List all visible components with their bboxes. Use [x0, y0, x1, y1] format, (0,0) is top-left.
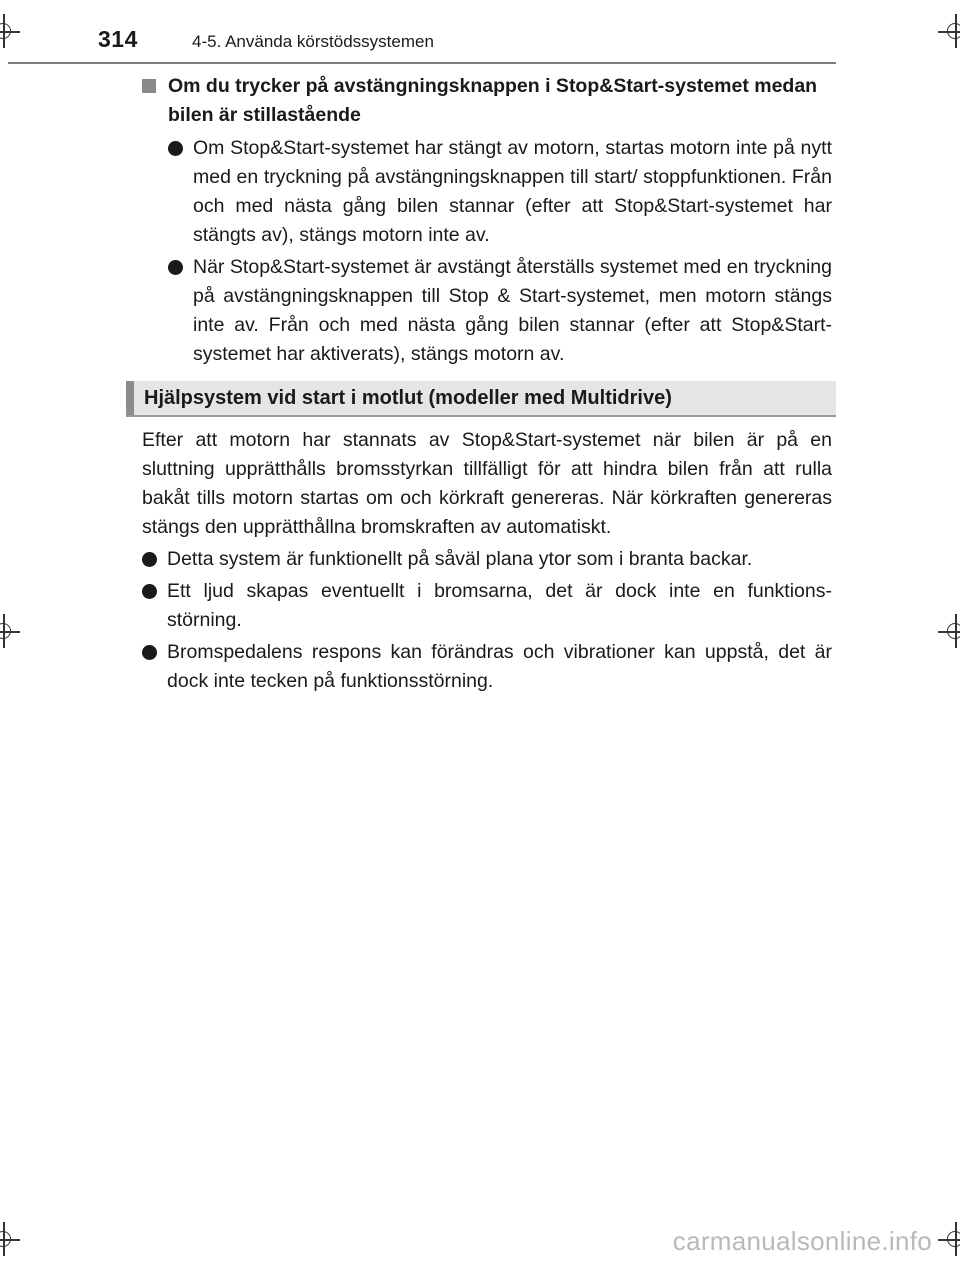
list-item-text: Detta system är funktionellt på såväl plana ytor som i branta backar. — [167, 548, 753, 570]
subsection-title — [142, 72, 832, 130]
crop-mark-bottom-left — [0, 1222, 22, 1258]
round-bullet-icon — [142, 584, 157, 599]
crop-mark-top-right — [938, 14, 960, 50]
list-item — [142, 638, 832, 696]
section-heading-text: Hjälpsystem vid start i motlut (modeller med Multidrive) — [144, 387, 672, 409]
list-item-text: Om Stop&Start-systemet har stängt av motorn, startas motorn inte på nytt med en tryckning på avstängningsknappen till start/ stoppfunktionen. Från och med nästa gång bilen stannar (efter att Stop&Start-systemet har stängts av), stängs motorn inte av. — [193, 137, 832, 246]
round-bullet-icon — [142, 552, 157, 567]
round-bullet-icon — [168, 141, 183, 156]
list-item-text: Ett ljud skapas eventuellt i bromsarna, det är dock inte en funktions- störning. — [167, 580, 832, 631]
list-item — [168, 253, 832, 369]
round-bullet-icon — [142, 645, 157, 660]
list-item-text: När Stop&Start-systemet är avstängt återställs systemet med en tryckning på avstängningsknappen till Stop & Start-systemet, men motorn stängs inte av. Från och med nästa gång bilen stannar (efter att Stop&Start-systemet har aktiverats), stängs motorn av. — [193, 256, 832, 365]
section-heading-underline — [126, 415, 836, 417]
crop-mark-bottom-right — [938, 1222, 960, 1258]
body-paragraph: Efter att motorn har stannats av Stop&Start-systemet när bilen är på en sluttning upprätthålls bromsstyrkan tillfälligt för att hindra bilen från att rulla bakåt tills motorn startas om och körkraft genereras. När körkraften genereras stängs den upprätthållna bromskraften av automatiskt. — [142, 429, 832, 538]
page-header — [92, 22, 852, 56]
crop-mark-top-left — [0, 14, 22, 50]
list-item-text: Bromspedalens respons kan förändras och vibrationer kan uppstå, det är dock inte tecken på funktionsstörning. — [167, 641, 832, 692]
crop-mark-mid-left — [0, 614, 22, 650]
list-item — [142, 545, 832, 574]
page-number: 314 — [98, 26, 138, 52]
chapter-title: 4-5. Använda körstödssystemen — [192, 32, 434, 51]
section-heading — [126, 381, 836, 415]
subsection-title-text: Om du trycker på avstängningsknappen i Stop&Start-systemet medan bilen är stillastående — [168, 75, 818, 126]
header-divider — [8, 62, 836, 64]
list-item — [142, 577, 832, 635]
watermark-text: carmanualsonline.info — [672, 1226, 932, 1256]
list-item — [168, 134, 832, 250]
round-bullet-icon — [168, 260, 183, 275]
section-stop-start-button — [142, 72, 832, 372]
square-bullet-icon — [142, 79, 156, 93]
crop-mark-mid-right — [938, 614, 960, 650]
section-hill-start-assist — [142, 426, 832, 699]
subsection-bullet-list — [142, 134, 832, 369]
